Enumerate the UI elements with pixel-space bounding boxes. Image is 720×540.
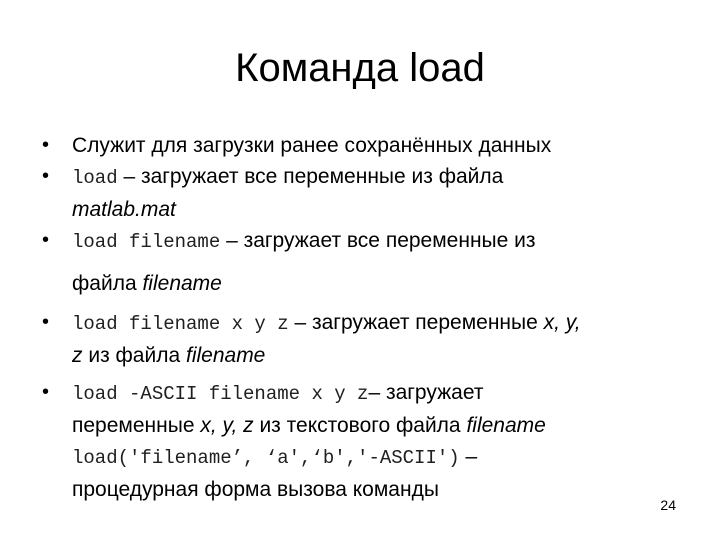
bullet-marker: • <box>42 165 50 187</box>
file-name-italic: filename <box>142 272 222 295</box>
file-name-italic: matlab.mat <box>72 198 176 221</box>
bullet-text: процедурная форма вызова команды <box>72 478 439 501</box>
variable-names-italic: x, y, z <box>200 414 254 437</box>
bullet-line <box>72 410 678 441</box>
bullet-list <box>38 130 678 505</box>
bullet-line <box>72 161 678 194</box>
code-snippet: load <box>72 167 118 189</box>
bullet-text: – загружает переменные <box>288 311 544 334</box>
code-snippet: load -ASCII filename x y z <box>72 383 369 405</box>
bullet-marker: • <box>42 229 50 251</box>
bullet-marker: • <box>42 381 50 403</box>
bullet-line <box>72 377 678 410</box>
slide-title: Команда load <box>235 46 485 90</box>
bullet-text: Служит для загрузки ранее сохранённых данных <box>72 134 552 157</box>
bullet-line <box>72 340 678 371</box>
code-snippet: load filename <box>72 231 221 253</box>
code-snippet: load('filename’, ‘a',‘b','-ASCII') <box>72 447 460 469</box>
bullet-text: – <box>459 445 478 468</box>
bullet-marker: • <box>42 134 50 156</box>
variable-names-italic: x, y, <box>543 311 581 334</box>
bullet-item-load-all <box>38 161 678 225</box>
bullet-line <box>72 441 678 474</box>
bullet-text: из файла <box>82 344 186 367</box>
bullet-text: – загружает <box>368 381 484 404</box>
bullet-item-load-variables <box>38 307 678 371</box>
bullet-line <box>72 225 678 258</box>
file-name-italic: filename <box>466 414 546 437</box>
bullet-text: из текстового файла <box>253 414 467 437</box>
bullet-marker: • <box>42 311 50 333</box>
page-number: 24 <box>660 497 676 513</box>
bullet-text: – загружает все переменные из <box>220 229 536 252</box>
bullet-text: файла <box>72 272 143 295</box>
bullet-item-load-filename <box>38 225 678 299</box>
bullet-line <box>72 268 678 299</box>
bullet-item-purpose <box>38 130 678 161</box>
bullet-line <box>72 474 678 505</box>
code-snippet: load filename x y z <box>72 313 289 335</box>
file-name-italic: filename <box>185 344 266 367</box>
bullet-text: – загружает все переменные из файла <box>117 165 504 188</box>
variable-names-italic: z <box>72 344 83 367</box>
bullet-line <box>72 307 678 340</box>
bullet-text: переменные <box>72 414 201 437</box>
bullet-item-load-ascii <box>38 377 678 505</box>
